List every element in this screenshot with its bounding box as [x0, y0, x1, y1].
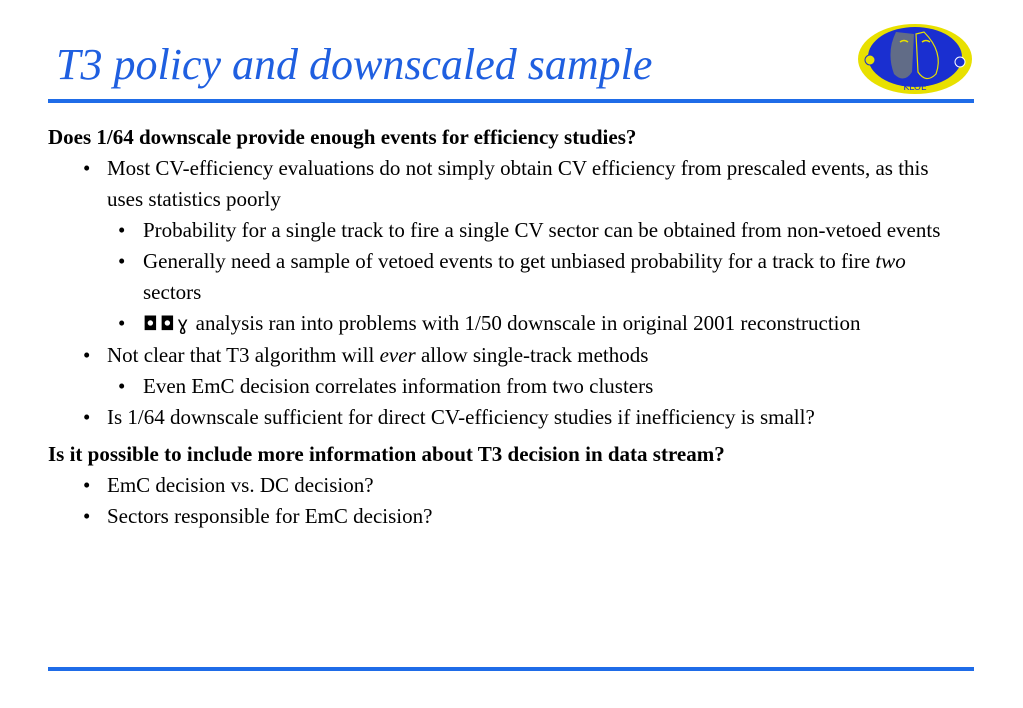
list-item: • ◘◘ɣ analysis ran into problems with 1/50 downscale in original 2001 reconstruction — [118, 311, 861, 335]
list-item: • Not clear that T3 algorithm will ever allow single-track methods — [83, 343, 649, 367]
question-1-list — [48, 153, 958, 433]
list-item: • Even EmC decision correlates information from two clusters — [118, 374, 654, 398]
list-item: • Sectors responsible for EmC decision? — [83, 504, 433, 528]
symbol-glyphs: ◘◘ɣ — [143, 313, 191, 335]
list-item: • EmC decision vs. DC decision? — [83, 473, 374, 497]
list-item: • Generally need a sample of vetoed events to get unbiased probability for a track to fire two sectors — [118, 249, 906, 304]
footer-divider — [48, 667, 974, 671]
question-1: Does 1/64 downscale provide enough events for efficiency studies? — [48, 125, 637, 149]
kloe-logo-icon — [856, 22, 974, 96]
list-item: • Most CV-efficiency evaluations do not simply obtain CV efficiency from prescaled events, as this uses statistics poorly — [83, 156, 929, 211]
question-2-list — [48, 470, 958, 532]
title-divider — [48, 99, 974, 103]
slide-title: T3 policy and downscaled sample — [56, 40, 653, 89]
list-item: • Is 1/64 downscale sufficient for direct CV-efficiency studies if inefficiency is small? — [83, 405, 815, 429]
list-item: • Probability for a single track to fire a single CV sector can be obtained from non-vetoed events — [118, 218, 941, 242]
slide-body — [48, 122, 958, 532]
question-2: Is it possible to include more information about T3 decision in data stream? — [48, 442, 725, 466]
logo-text: KLOE — [903, 83, 927, 93]
